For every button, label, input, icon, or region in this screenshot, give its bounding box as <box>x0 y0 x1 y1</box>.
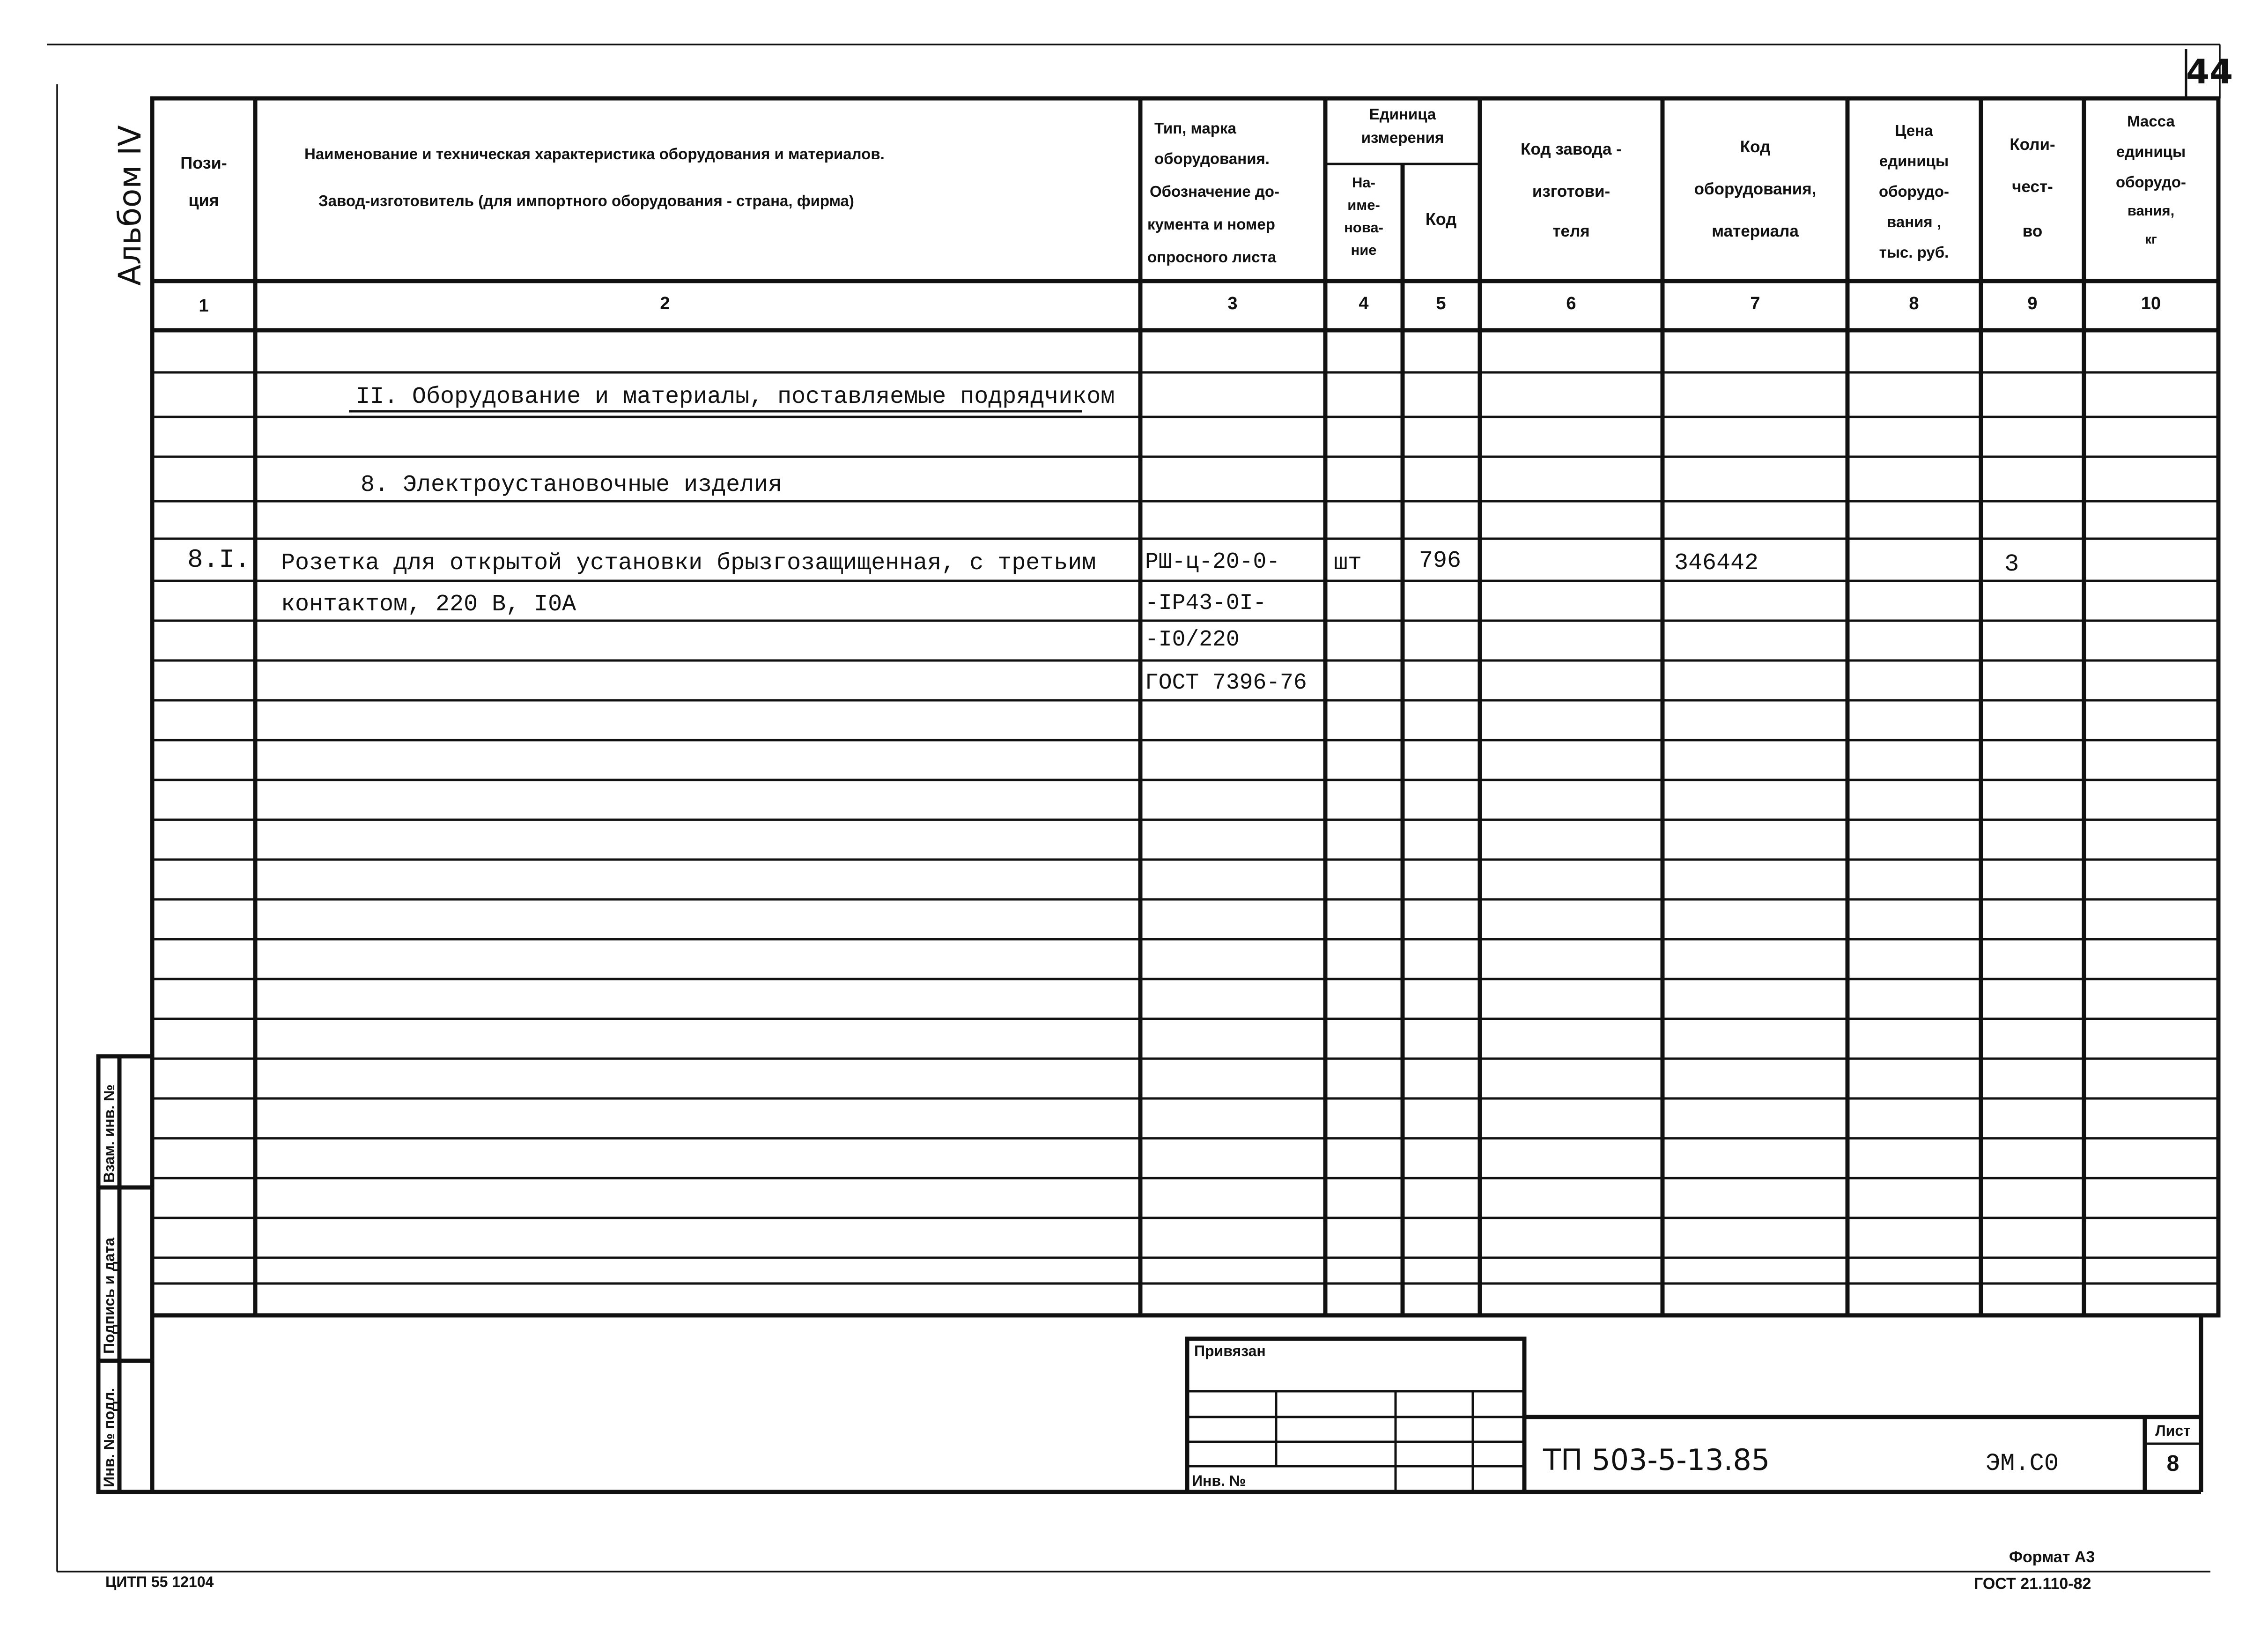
page-corner-number: 44 <box>2186 52 2233 91</box>
album-label: Альбом IV <box>112 125 148 286</box>
header-col9-l3: во <box>2022 222 2043 240</box>
header-col10-l2: единицы <box>2116 143 2186 160</box>
header-col1-l2: ция <box>188 191 219 210</box>
colnum-8: 8 <box>1909 294 1919 313</box>
sheet-number: 8 <box>2166 1451 2179 1476</box>
section-title: II. Оборудование и материалы, поставляемые подрядчиком <box>356 384 1115 410</box>
colnum-4: 4 <box>1359 294 1369 313</box>
bound-label: Привязан <box>1194 1343 1266 1359</box>
header-col8-l5: тыс. руб. <box>1879 244 1949 261</box>
header-col8-l3: оборудо- <box>1878 183 1950 200</box>
colnum-2: 2 <box>660 294 670 313</box>
header-col6-l3: теля <box>1552 222 1590 240</box>
item-type-line1: РШ-ц-20-0- <box>1145 549 1280 575</box>
header-col3-l4: кумента и номер <box>1147 215 1275 233</box>
side-stamp <box>98 1056 152 1492</box>
header-col3-l5: опросного листа <box>1147 248 1277 266</box>
item-quantity: 3 <box>2004 550 2019 578</box>
stamp-signature-date: Подпись и дата <box>101 1238 118 1354</box>
header-col8-l4: вания , <box>1886 213 1942 230</box>
lower-frame <box>152 1315 2201 1492</box>
item-equipment-code: 346442 <box>1674 550 1759 577</box>
colnum-7: 7 <box>1750 294 1760 313</box>
header-col3-l3: Обозначение до- <box>1150 183 1279 200</box>
colnum-6: 6 <box>1566 294 1576 313</box>
doc-mark: ЭМ.С0 <box>1986 1450 2059 1477</box>
column-number-row <box>199 294 2161 316</box>
item-unit-name: шт <box>1334 550 1362 577</box>
colnum-5: 5 <box>1436 294 1446 313</box>
header-unit-l1: Единица <box>1369 105 1436 123</box>
header-col3-l1: Тип, марка <box>1154 119 1236 137</box>
header-col2-l1: Наименование и техническая характеристика оборудования и материалов. <box>304 145 885 163</box>
footer-left: ЦИТП 55 12104 <box>105 1573 214 1590</box>
header-col7-l1: Код <box>1740 138 1771 156</box>
colnum-9: 9 <box>2027 294 2038 313</box>
main-table-grid <box>152 98 2218 1315</box>
table-header <box>180 105 2186 266</box>
item-unit-code: 796 <box>1419 548 1462 574</box>
footer <box>105 1548 2095 1593</box>
header-col8-l1: Цена <box>1895 122 1933 139</box>
header-col4-l1: На- <box>1352 174 1375 191</box>
inv-label: Инв. № <box>1192 1472 1246 1489</box>
header-col1-l1: Пози- <box>180 153 227 172</box>
header-col10-l5: кг <box>2145 232 2157 246</box>
body-rows <box>152 372 2218 1283</box>
header-col10-l1: Масса <box>2127 112 2175 130</box>
item-type-line2: -IP43-0I- <box>1145 591 1267 616</box>
item-name-line2: контактом, 220 В, I0А <box>281 591 576 618</box>
header-unit-l2: измерения <box>1361 129 1444 146</box>
header-col7-l2: оборудования, <box>1694 180 1817 198</box>
header-col3-l2: оборудования. <box>1154 150 1270 167</box>
header-col8-l2: единицы <box>1879 152 1949 170</box>
header-col9-l2: чест- <box>2012 178 2053 196</box>
colnum-10: 10 <box>2141 294 2161 313</box>
stamp-replace-inv: Взам. инв. № <box>101 1084 118 1183</box>
title-block <box>1187 1339 2201 1492</box>
sheet-label: Лист <box>2155 1422 2191 1439</box>
header-col7-l3: материала <box>1712 222 1799 240</box>
item-name-line1: Розетка для открытой установки брызгозащищенная, с третьим <box>281 550 1096 577</box>
outer-frame <box>47 45 2220 1572</box>
header-col4-l4: ние <box>1351 242 1377 258</box>
header-col4-l3: нова- <box>1344 219 1383 236</box>
footer-format: Формат А3 <box>2009 1548 2095 1566</box>
header-col2-l2: Завод-изготовитель (для импортного оборудования - страна, фирма) <box>318 192 854 209</box>
item-type-line4: ГОСТ 7396-76 <box>1145 670 1307 696</box>
header-col6-l1: Код завода - <box>1521 140 1622 158</box>
colnum-3: 3 <box>1227 294 1238 313</box>
header-col4-l2: име- <box>1347 197 1380 213</box>
header-col6-l2: изготови- <box>1532 182 1611 200</box>
footer-gost: ГОСТ 21.110-82 <box>1974 1575 2091 1593</box>
header-col9-l1: Коли- <box>2009 135 2055 154</box>
header-col10-l4: вания, <box>2127 202 2175 219</box>
item-position: 8.I. <box>187 545 251 575</box>
doc-code: ТП 503-5-13.85 <box>1543 1443 1770 1477</box>
item-type-line3: -I0/220 <box>1145 627 1240 653</box>
header-col5: Код <box>1425 209 1457 229</box>
colnum-1: 1 <box>199 296 209 316</box>
stamp-inv-original: Инв. № подл. <box>101 1387 118 1487</box>
subsection-title: 8. Электроустановочные изделия <box>361 472 783 498</box>
header-col10-l3: оборудо- <box>2115 173 2187 191</box>
